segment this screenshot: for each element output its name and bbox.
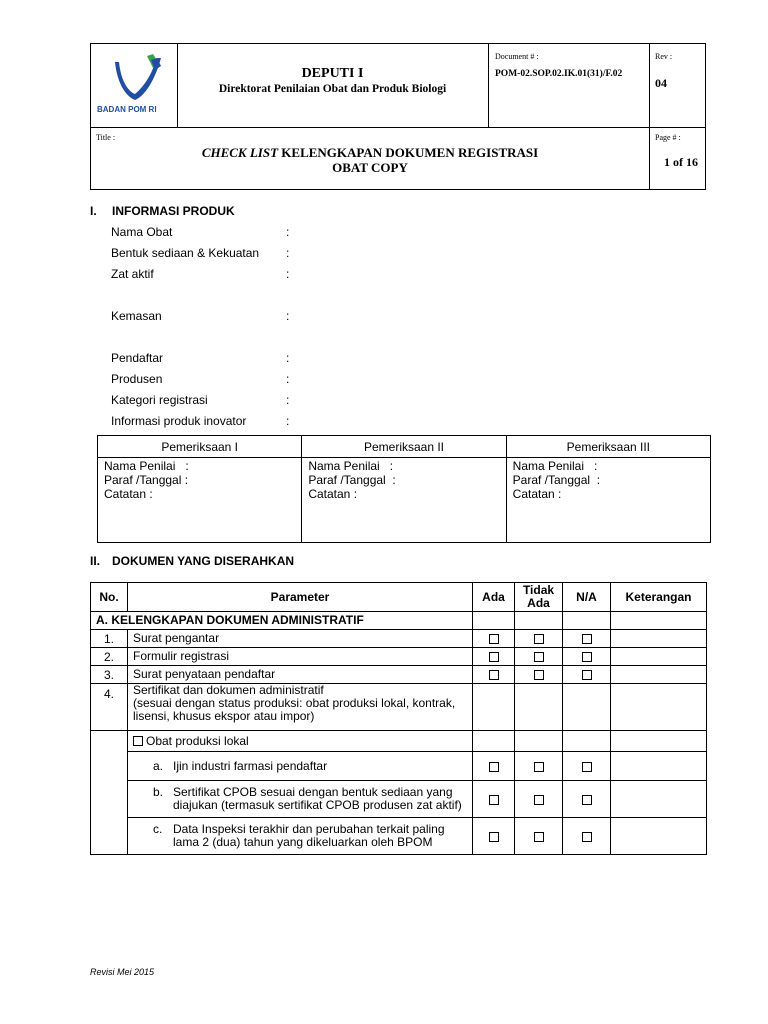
subitem-letter: b.: [153, 785, 164, 799]
ada-checkbox[interactable]: [489, 795, 499, 805]
document-title-line2: OBAT COPY: [332, 160, 408, 175]
page-value: 1 of 16: [664, 155, 698, 169]
keterangan-cell[interactable]: [611, 666, 707, 684]
row-number: 1.: [91, 630, 128, 648]
column-header-tidak-ada: [515, 583, 563, 612]
tidak-ada-checkbox[interactable]: [534, 762, 544, 772]
row-number: 2.: [91, 648, 128, 666]
na-checkbox[interactable]: [582, 832, 592, 842]
keterangan-cell[interactable]: [611, 630, 707, 648]
catatan-label: Catatan :: [512, 487, 562, 501]
pemeriksaan-cell[interactable]: [98, 458, 302, 543]
keterangan-cell[interactable]: [611, 752, 707, 781]
field-colon: :: [286, 267, 290, 281]
document-header: [90, 43, 706, 190]
subitem-parameter: [128, 781, 473, 818]
ada-checkbox[interactable]: [489, 652, 499, 662]
unit-name: DEPUTI I: [301, 66, 364, 81]
paraf-tanggal-label: Paraf /Tanggal :: [308, 473, 396, 487]
section-1-title: INFORMASI PRODUK: [112, 204, 235, 218]
nama-penilai-label: Nama Penilai :: [308, 459, 394, 473]
row-number: 3.: [91, 666, 128, 684]
tidak-ada-line1: Tidak: [522, 583, 555, 597]
empty-cell: [563, 612, 611, 630]
table-row: [91, 684, 707, 731]
logo-text: BADAN POM RI: [97, 105, 157, 114]
row4-line1: Sertifikat dan dokumen administratif: [133, 683, 324, 697]
directorate-name: Direktorat Penilaian Obat dan Produk Biologi: [218, 83, 447, 95]
field-colon: :: [286, 414, 290, 428]
pemeriksaan-cell[interactable]: [302, 458, 506, 543]
table-row: [91, 752, 707, 781]
column-header-ada: Ada: [473, 583, 515, 612]
na-checkbox[interactable]: [582, 670, 592, 680]
row-parameter: [128, 684, 473, 731]
subitem-text: Ijin industri farmasi pendaftar: [173, 758, 328, 773]
field-label: Pendaftar: [111, 351, 164, 365]
column-header-na: N/A: [563, 583, 611, 612]
table-row: [91, 666, 707, 684]
column-header-parameter: Parameter: [128, 583, 473, 612]
document-number: POM-02.SOP.02.IK.01(31)/F.02: [495, 69, 623, 79]
badan-pom-logo: [95, 50, 175, 122]
field-colon: :: [286, 225, 290, 239]
section-2-number: II.: [90, 554, 101, 568]
header-divider: [649, 44, 650, 190]
empty-cell: [473, 612, 515, 630]
empty-cell: [563, 731, 611, 752]
section-1-heading: [90, 204, 235, 218]
na-checkbox[interactable]: [582, 762, 592, 772]
empty-cell: [515, 731, 563, 752]
ada-checkbox[interactable]: [489, 670, 499, 680]
subitem-parameter: [128, 818, 473, 855]
catatan-label: Catatan :: [308, 487, 358, 501]
keterangan-cell[interactable]: [611, 648, 707, 666]
tidak-ada-checkbox[interactable]: [534, 634, 544, 644]
keterangan-cell[interactable]: [611, 684, 707, 731]
rev-label: Rev :: [655, 52, 673, 61]
title-italic: CHECK LIST: [201, 145, 279, 160]
ada-checkbox[interactable]: [489, 832, 499, 842]
column-header-no: No.: [91, 583, 128, 612]
title-label: Title :: [96, 133, 116, 142]
subitem-text: diajukan (termasuk sertifikat CPOB produsen zat aktif): [173, 798, 462, 812]
empty-cell: [91, 731, 128, 855]
empty-cell: [473, 684, 515, 731]
keterangan-cell[interactable]: [611, 818, 707, 855]
paraf-tanggal-label: Paraf /Tanggal :: [512, 473, 601, 487]
tidak-ada-checkbox[interactable]: [534, 832, 544, 842]
paraf-tanggal-label: Paraf /Tanggal :: [104, 473, 189, 487]
field-label: Kemasan: [111, 309, 162, 323]
pemeriksaan-header: Pemeriksaan III: [506, 436, 710, 458]
obat-lokal-label: Obat produksi lokal: [146, 733, 249, 748]
empty-cell: [515, 684, 563, 731]
column-header-keterangan: Keterangan: [611, 583, 707, 612]
na-checkbox[interactable]: [582, 652, 592, 662]
page-label: Page # :: [655, 133, 681, 142]
row-parameter: Surat penyataan pendaftar: [128, 666, 473, 684]
pemeriksaan-table: [97, 435, 711, 543]
table-row: [91, 818, 707, 855]
section-1-number: I.: [90, 204, 97, 218]
dokumen-table: [90, 582, 707, 855]
na-checkbox[interactable]: [582, 634, 592, 644]
tidak-ada-checkbox[interactable]: [534, 795, 544, 805]
header-divider: [488, 44, 489, 127]
ada-checkbox[interactable]: [489, 762, 499, 772]
pemeriksaan-header: Pemeriksaan I: [98, 436, 302, 458]
field-label: Informasi produk inovator: [111, 414, 247, 428]
field-label: Kategori registrasi: [111, 393, 208, 407]
empty-cell: [563, 684, 611, 731]
tidak-ada-checkbox[interactable]: [534, 670, 544, 680]
pemeriksaan-header: Pemeriksaan II: [302, 436, 506, 458]
field-colon: :: [286, 246, 290, 260]
field-colon: :: [286, 393, 290, 407]
na-checkbox[interactable]: [582, 795, 592, 805]
empty-cell: [515, 612, 563, 630]
field-label: Zat aktif: [111, 267, 154, 281]
row4-line2: (sesuai dengan status produksi: obat produksi lokal, kontrak,: [133, 696, 456, 710]
table-row: [91, 648, 707, 666]
pemeriksaan-cell[interactable]: [506, 458, 710, 543]
subitem-text: Sertifikat CPOB sesuai dengan bentuk sediaan yang: [173, 785, 453, 799]
group-a-heading: A. KELENGKAPAN DOKUMEN ADMINISTRATIF: [91, 612, 473, 630]
document-title: [91, 145, 649, 161]
obat-lokal-checkbox[interactable]: [133, 736, 143, 746]
nama-penilai-label: Nama Penilai :: [104, 459, 189, 473]
table-row: [91, 630, 707, 648]
subitem-parameter: [128, 752, 473, 781]
keterangan-cell[interactable]: [611, 781, 707, 818]
field-label: Produsen: [111, 372, 163, 386]
row4-line3: lisensi, khusus ekspor atau impor): [133, 709, 315, 723]
field-colon: :: [286, 351, 290, 365]
subitem-letter: a.: [153, 758, 164, 773]
subitem-text: Data Inspeksi terakhir dan perubahan terkait paling: [173, 822, 445, 836]
field-colon: :: [286, 372, 290, 386]
subitem-letter: c.: [153, 822, 163, 836]
empty-cell: [473, 731, 515, 752]
nama-penilai-label: Nama Penilai :: [512, 459, 598, 473]
field-label: Bentuk sediaan & Kekuatan: [111, 246, 260, 260]
field-label: Nama Obat: [111, 225, 173, 239]
section-2-title: DOKUMEN YANG DISERAHKAN: [112, 554, 295, 568]
catatan-label: Catatan :: [104, 487, 153, 501]
row-parameter: Formulir registrasi: [128, 648, 473, 666]
obat-lokal-option[interactable]: [128, 731, 473, 752]
subitem-text: lama 2 (dua) tahun yang dikeluarkan oleh BPOM: [173, 835, 433, 849]
table-row: [91, 781, 707, 818]
title-rest: KELENGKAPAN DOKUMEN REGISTRASI: [281, 145, 539, 160]
keterangan-cell[interactable]: [611, 612, 707, 630]
field-colon: :: [286, 309, 290, 323]
header-divider: [91, 127, 705, 128]
tidak-ada-checkbox[interactable]: [534, 652, 544, 662]
revision-footer: Revisi Mei 2015: [90, 967, 155, 977]
rev-value: 04: [655, 76, 667, 90]
section-2-heading: [90, 554, 294, 568]
document-label: Document # :: [495, 52, 539, 61]
ada-checkbox[interactable]: [489, 634, 499, 644]
row-parameter: Surat pengantar: [128, 630, 473, 648]
keterangan-cell[interactable]: [611, 731, 707, 752]
row-number: 4.: [91, 684, 128, 731]
tidak-ada-line2: Ada: [527, 596, 550, 610]
